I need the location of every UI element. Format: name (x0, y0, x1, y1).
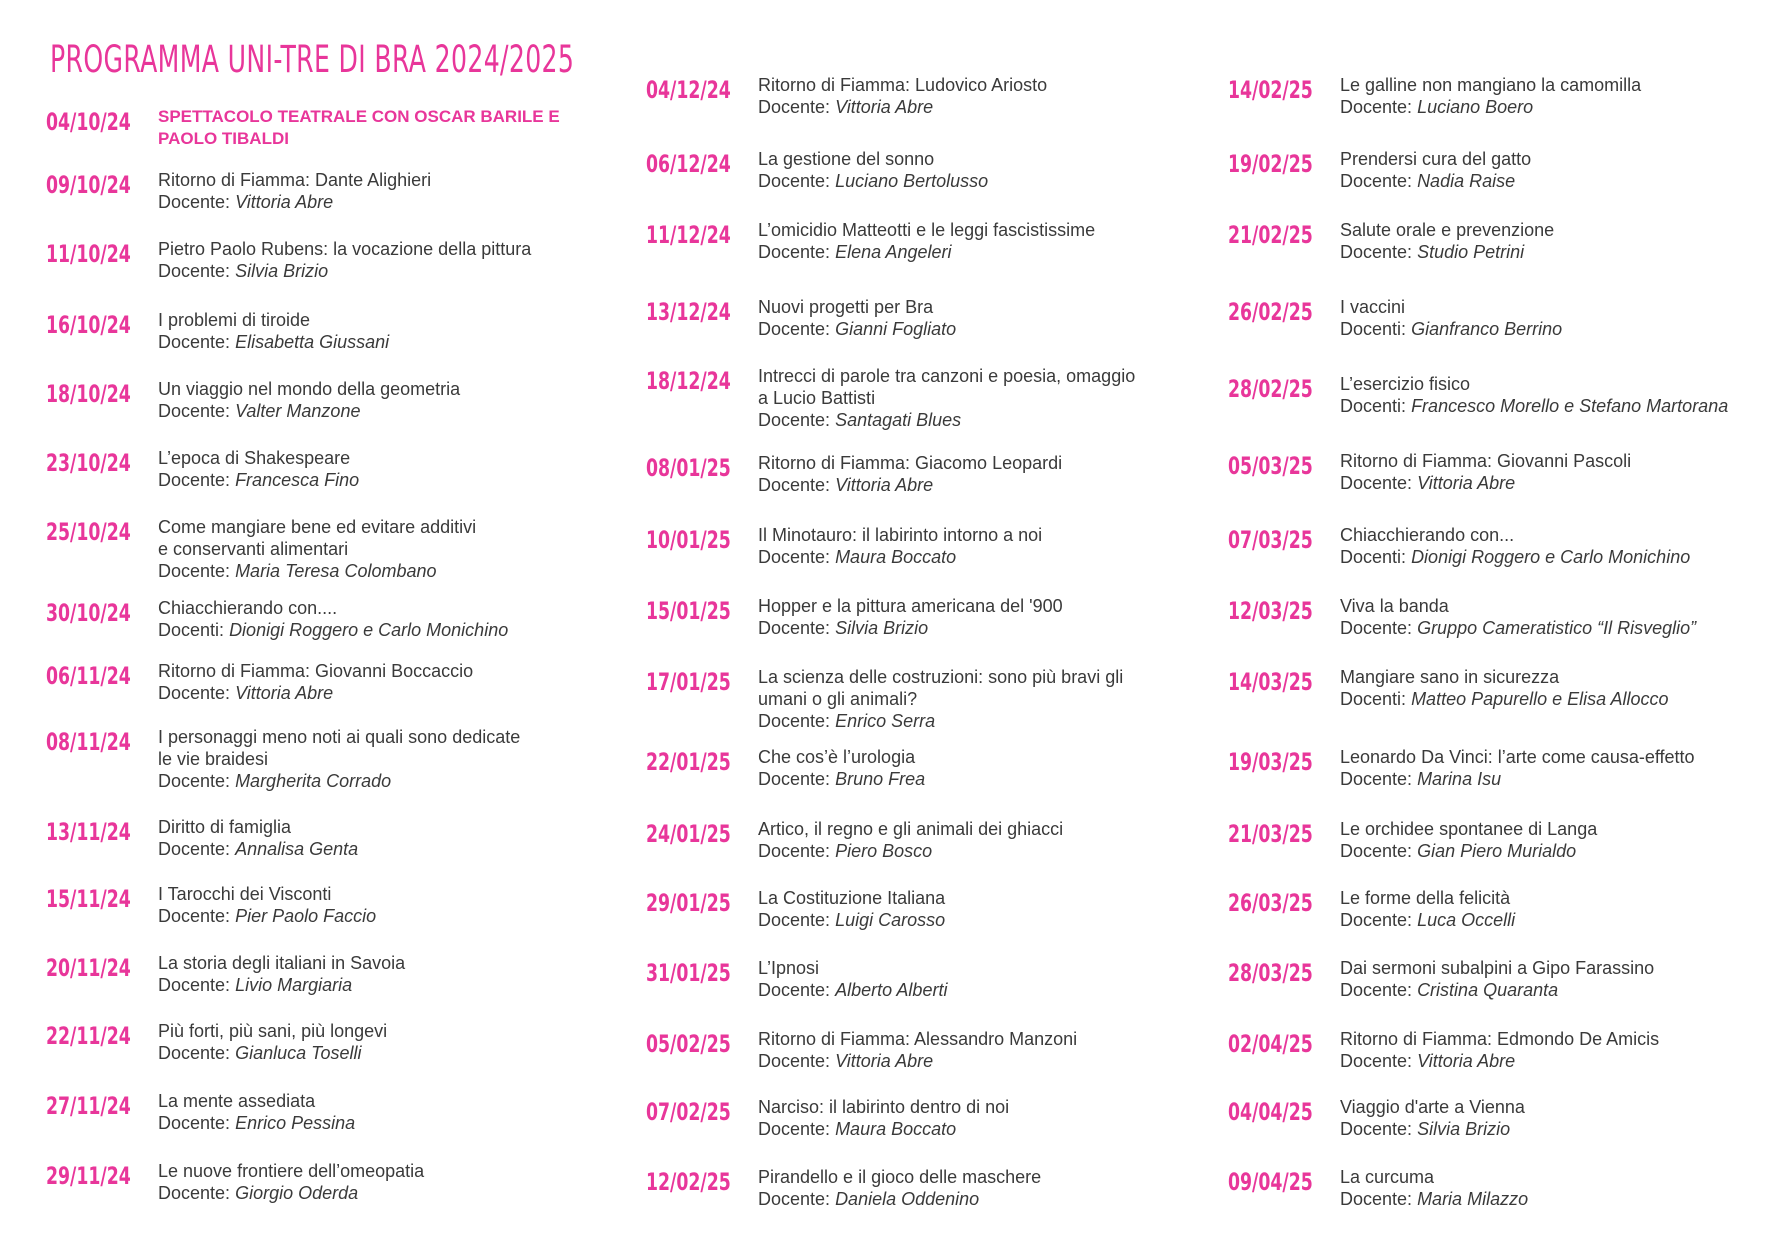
entry-details (758, 818, 1218, 862)
lecture-title: Ritorno di Fiamma: Giacomo Leopardi (758, 453, 1063, 473)
entry-details (1340, 666, 1766, 710)
teacher-name: Dionigi Roggero e Carlo Monichino (229, 620, 509, 640)
teacher-label: Docenti: (1340, 547, 1407, 567)
teacher-label: Docenti: (158, 620, 225, 640)
lecture-title: La scienza delle costruzioni: sono più bravi gli (758, 667, 1124, 687)
teacher-line (1340, 472, 1766, 494)
entry-date: 07/02/25 (646, 1098, 731, 1126)
entry-details (758, 957, 1218, 1001)
teacher-name: Vittoria Abre (835, 475, 934, 495)
teacher-name: Elena Angeleri (835, 242, 952, 262)
teacher-name: Vittoria Abre (835, 1051, 934, 1071)
entry-date: 10/01/25 (646, 526, 731, 554)
teacher-label: Docente: (158, 332, 231, 352)
lecture-title: I personaggi meno noti ai quali sono dedicate (158, 727, 521, 747)
lecture-title: Salute orale e prevenzione (1340, 220, 1555, 240)
teacher-line (158, 905, 618, 927)
lecture-title: L’Ipnosi (758, 958, 820, 978)
entry-date: 08/01/25 (646, 454, 731, 482)
lecture-title: Pietro Paolo Rubens: la vocazione della pittura (158, 239, 532, 259)
lecture-title: Come mangiare bene ed evitare additivi (158, 517, 477, 537)
teacher-name: Matteo Papurello e Elisa Allocco (1411, 689, 1669, 709)
teacher-label: Docente: (758, 319, 831, 339)
entry-details (158, 1160, 618, 1204)
teacher-label: Docente: (1340, 618, 1413, 638)
entry-date: 02/04/25 (1228, 1030, 1313, 1058)
entry-date: 06/11/24 (46, 662, 131, 690)
teacher-name: Gruppo Cameratistico “Il Risveglio” (1417, 618, 1697, 638)
entry-date: 24/01/25 (646, 820, 731, 848)
teacher-name: Vittoria Abre (235, 192, 334, 212)
entry-date: 04/10/24 (46, 108, 131, 136)
entry-date: 28/02/25 (1228, 375, 1313, 403)
teacher-name: Luca Occelli (1417, 910, 1516, 930)
entry-details (158, 1090, 618, 1134)
entry-date: 26/03/25 (1228, 889, 1313, 917)
lecture-title: Ritorno di Fiamma: Ludovico Ariosto (758, 75, 1048, 95)
teacher-name: Valter Manzone (235, 401, 361, 421)
entry-details (758, 1028, 1218, 1072)
teacher-name: Daniela Oddenino (835, 1189, 980, 1209)
lecture-title: I vaccini (1340, 297, 1406, 317)
teacher-label: Docente: (158, 192, 231, 212)
entry-details (1340, 524, 1766, 568)
lecture-title: Chiacchierando con... (1340, 525, 1515, 545)
lecture-title: Ritorno di Fiamma: Giovanni Pascoli (1340, 451, 1632, 471)
teacher-name: Enrico Pessina (235, 1113, 356, 1133)
teacher-line (1340, 1050, 1766, 1072)
teacher-name: Francesca Fino (235, 470, 360, 490)
entry-details (1340, 296, 1766, 340)
entry-details (158, 1020, 618, 1064)
lecture-title: e conservanti alimentari (158, 539, 349, 559)
lecture-title: Le galline non mangiano la camomilla (1340, 75, 1642, 95)
entry-details (1340, 373, 1766, 417)
entry-details (1340, 74, 1766, 118)
entry-details (758, 595, 1218, 639)
entry-details (158, 238, 618, 282)
entry-details (758, 666, 1218, 732)
teacher-line (1340, 909, 1766, 931)
teacher-line (1340, 170, 1766, 192)
event-title: SPETTACOLO TEATRALE CON OSCAR BARILE E (158, 107, 560, 126)
entry-details (158, 597, 618, 641)
entry-date: 22/01/25 (646, 748, 731, 776)
entry-details (158, 309, 618, 353)
entry-date: 30/10/24 (46, 599, 131, 627)
teacher-line (158, 560, 618, 582)
teacher-label: Docente: (758, 547, 831, 567)
teacher-line (758, 1188, 1218, 1210)
teacher-label: Docente: (758, 1189, 831, 1209)
teacher-line (158, 191, 618, 213)
teacher-line (158, 1112, 618, 1134)
teacher-name: Luigi Carosso (835, 910, 946, 930)
entry-details (758, 746, 1218, 790)
lecture-title: La mente assediata (158, 1091, 316, 1111)
teacher-label: Docente: (758, 97, 831, 117)
teacher-name: Gianni Fogliato (835, 319, 957, 339)
entry-date: 31/01/25 (646, 959, 731, 987)
teacher-label: Docente: (758, 475, 831, 495)
lecture-title: Leonardo Da Vinci: l’arte come causa-effetto (1340, 747, 1695, 767)
teacher-line (1340, 96, 1766, 118)
entry-details (158, 516, 618, 582)
teacher-line (1340, 1118, 1766, 1140)
teacher-label: Docente: (158, 470, 231, 490)
entry-details (1340, 746, 1766, 790)
lecture-title: L’esercizio fisico (1340, 374, 1471, 394)
entry-details (158, 447, 618, 491)
teacher-label: Docente: (1340, 769, 1413, 789)
teacher-label: Docente: (158, 683, 231, 703)
lecture-title: Viva la banda (1340, 596, 1449, 616)
teacher-label: Docente: (1340, 980, 1413, 1000)
entry-date: 14/03/25 (1228, 668, 1313, 696)
teacher-name: Cristina Quaranta (1417, 980, 1559, 1000)
entry-date: 20/11/24 (46, 954, 131, 982)
teacher-label: Docente: (158, 1043, 231, 1063)
teacher-line (1340, 979, 1766, 1001)
entry-details (158, 883, 618, 927)
entry-details (758, 1166, 1218, 1210)
entry-date: 17/01/25 (646, 668, 731, 696)
entry-date: 21/03/25 (1228, 820, 1313, 848)
teacher-label: Docente: (1340, 1189, 1413, 1209)
entry-details (758, 365, 1218, 431)
lecture-title: Chiacchierando con.... (158, 598, 338, 618)
event-title: PAOLO TIBALDI (158, 129, 289, 148)
entry-details (158, 816, 618, 860)
entry-details (758, 524, 1218, 568)
entry-date: 07/03/25 (1228, 526, 1313, 554)
teacher-label: Docente: (158, 906, 231, 926)
teacher-line (758, 318, 1218, 340)
entry-date: 09/04/25 (1228, 1168, 1313, 1196)
teacher-line (758, 840, 1218, 862)
lecture-title: I problemi di tiroide (158, 310, 311, 330)
teacher-line (1340, 318, 1766, 340)
entry-date: 19/02/25 (1228, 150, 1313, 178)
entry-details (758, 219, 1218, 263)
teacher-line (758, 474, 1218, 496)
teacher-label: Docente: (758, 1051, 831, 1071)
lecture-title: Nuovi progetti per Bra (758, 297, 934, 317)
teacher-name: Maura Boccato (835, 1119, 957, 1139)
teacher-label: Docente: (158, 1113, 231, 1133)
entry-details (758, 296, 1218, 340)
lecture-title: Le nuove frontiere dell’omeopatia (158, 1161, 425, 1181)
teacher-label: Docente: (758, 769, 831, 789)
teacher-name: Livio Margiaria (235, 975, 353, 995)
teacher-line (158, 1182, 618, 1204)
entry-date: 29/11/24 (46, 1162, 131, 1190)
teacher-line (158, 770, 618, 792)
entry-details (758, 74, 1218, 118)
entry-date: 13/12/24 (646, 298, 731, 326)
entry-date: 04/04/25 (1228, 1098, 1313, 1126)
entry-details (758, 1096, 1218, 1140)
teacher-line (1340, 840, 1766, 862)
teacher-name: Bruno Frea (835, 769, 926, 789)
teacher-label: Docente: (158, 839, 231, 859)
teacher-name: Maria Teresa Colombano (235, 561, 437, 581)
teacher-line (1340, 546, 1766, 568)
entry-details (158, 660, 618, 704)
entry-details (1340, 450, 1766, 494)
teacher-label: Docente: (158, 261, 231, 281)
entry-date: 13/11/24 (46, 818, 131, 846)
teacher-label: Docente: (1340, 242, 1413, 262)
teacher-name: Gianluca Toselli (235, 1043, 362, 1063)
lecture-title: Ritorno di Fiamma: Dante Alighieri (158, 170, 432, 190)
lecture-title: Che cos’è l’urologia (758, 747, 916, 767)
entry-details (1340, 887, 1766, 931)
lecture-title: Ritorno di Fiamma: Giovanni Boccaccio (158, 661, 474, 681)
page-title: PROGRAMMA UNI-TRE DI BRA 2024/2025 (50, 38, 575, 81)
entry-details (758, 452, 1218, 496)
teacher-name: Silvia Brizio (835, 618, 929, 638)
entry-details (158, 726, 618, 792)
teacher-name: Studio Petrini (1417, 242, 1525, 262)
teacher-label: Docente: (1340, 171, 1413, 191)
lecture-title: Intrecci di parole tra canzoni e poesia, omaggio (758, 366, 1136, 386)
teacher-name: Francesco Morello e Stefano Martorana (1411, 396, 1729, 416)
teacher-name: Giorgio Oderda (235, 1183, 359, 1203)
entry-details (1340, 148, 1766, 192)
teacher-line (158, 400, 618, 422)
entry-date: 14/02/25 (1228, 76, 1313, 104)
teacher-label: Docente: (758, 711, 831, 731)
entry-date: 16/10/24 (46, 311, 131, 339)
lecture-title: Mangiare sano in sicurezza (1340, 667, 1560, 687)
entry-details (1340, 1028, 1766, 1072)
entry-date: 29/01/25 (646, 889, 731, 917)
teacher-line (758, 546, 1218, 568)
teacher-name: Vittoria Abre (1417, 473, 1516, 493)
teacher-label: Docente: (1340, 1119, 1413, 1139)
lecture-title: le vie braidesi (158, 749, 269, 769)
lecture-title: Viaggio d'arte a Vienna (1340, 1097, 1525, 1117)
lecture-title: Narciso: il labirinto dentro di noi (758, 1097, 1010, 1117)
entry-date: 15/01/25 (646, 597, 731, 625)
entry-details (1340, 219, 1766, 263)
teacher-name: Silvia Brizio (235, 261, 329, 281)
lecture-title: La gestione del sonno (758, 149, 935, 169)
teacher-name: Margherita Corrado (235, 771, 392, 791)
teacher-line (158, 838, 618, 860)
teacher-name: Silvia Brizio (1417, 1119, 1511, 1139)
entry-date: 22/11/24 (46, 1022, 131, 1050)
teacher-line (758, 710, 1218, 732)
teacher-line (158, 974, 618, 996)
entry-date: 04/12/24 (646, 76, 731, 104)
entry-date: 23/10/24 (46, 449, 131, 477)
teacher-name: Alberto Alberti (835, 980, 948, 1000)
teacher-label: Docente: (758, 910, 831, 930)
teacher-label: Docente: (1340, 910, 1413, 930)
teacher-line (758, 96, 1218, 118)
entry-date: 27/11/24 (46, 1092, 131, 1120)
teacher-line (1340, 688, 1766, 710)
entry-details (158, 106, 618, 150)
teacher-label: Docente: (1340, 841, 1413, 861)
teacher-label: Docente: (1340, 473, 1413, 493)
entry-date: 05/02/25 (646, 1030, 731, 1058)
teacher-name: Vittoria Abre (235, 683, 334, 703)
teacher-line (158, 619, 618, 641)
teacher-name: Luciano Bertolusso (835, 171, 989, 191)
teacher-name: Pier Paolo Faccio (235, 906, 377, 926)
teacher-line (158, 331, 618, 353)
teacher-label: Docente: (1340, 1051, 1413, 1071)
teacher-label: Docente: (158, 771, 231, 791)
entry-details (1340, 818, 1766, 862)
teacher-name: Luciano Boero (1417, 97, 1534, 117)
entry-date: 06/12/24 (646, 150, 731, 178)
teacher-name: Santagati Blues (835, 410, 962, 430)
entry-date: 21/02/25 (1228, 221, 1313, 249)
teacher-line (1340, 617, 1766, 639)
entry-details (1340, 957, 1766, 1001)
teacher-line (158, 682, 618, 704)
lecture-title: umani o gli animali? (758, 689, 918, 709)
entry-details (158, 378, 618, 422)
lecture-title: La curcuma (1340, 1167, 1435, 1187)
entry-details (1340, 1096, 1766, 1140)
entry-date: 28/03/25 (1228, 959, 1313, 987)
lecture-title: Artico, il regno e gli animali dei ghiacci (758, 819, 1064, 839)
entry-date: 09/10/24 (46, 171, 131, 199)
teacher-line (758, 768, 1218, 790)
teacher-label: Docenti: (1340, 319, 1407, 339)
teacher-label: Docente: (758, 410, 831, 430)
teacher-label: Docente: (758, 618, 831, 638)
entry-date: 18/10/24 (46, 380, 131, 408)
lecture-title: L’omicidio Matteotti e le leggi fascistissime (758, 220, 1096, 240)
lecture-title: Ritorno di Fiamma: Edmondo De Amicis (1340, 1029, 1660, 1049)
teacher-line (758, 1118, 1218, 1140)
teacher-name: Piero Bosco (835, 841, 933, 861)
teacher-label: Docente: (758, 841, 831, 861)
lecture-title: Pirandello e il gioco delle maschere (758, 1167, 1042, 1187)
entry-details (1340, 595, 1766, 639)
lecture-title: La storia degli italiani in Savoia (158, 953, 406, 973)
teacher-name: Vittoria Abre (1417, 1051, 1516, 1071)
teacher-label: Docente: (758, 1119, 831, 1139)
teacher-name: Marina Isu (1417, 769, 1502, 789)
teacher-name: Maria Milazzo (1417, 1189, 1529, 1209)
teacher-line (1340, 1188, 1766, 1210)
entry-date: 15/11/24 (46, 885, 131, 913)
teacher-name: Dionigi Roggero e Carlo Monichino (1411, 547, 1691, 567)
teacher-label: Docente: (158, 561, 231, 581)
lecture-title: Prendersi cura del gatto (1340, 149, 1532, 169)
teacher-line (758, 409, 1218, 431)
lecture-title: Le forme della felicità (1340, 888, 1511, 908)
teacher-line (758, 617, 1218, 639)
teacher-label: Docente: (758, 980, 831, 1000)
teacher-name: Annalisa Genta (235, 839, 359, 859)
teacher-line (158, 260, 618, 282)
lecture-title: Diritto di famiglia (158, 817, 292, 837)
teacher-label: Docente: (1340, 97, 1413, 117)
teacher-name: Nadia Raise (1417, 171, 1516, 191)
entry-details (758, 148, 1218, 192)
teacher-line (758, 241, 1218, 263)
lecture-title: Le orchidee spontanee di Langa (1340, 819, 1598, 839)
teacher-label: Docente: (158, 1183, 231, 1203)
teacher-line (1340, 768, 1766, 790)
lecture-title: La Costituzione Italiana (758, 888, 946, 908)
entry-date: 11/10/24 (46, 240, 131, 268)
teacher-name: Enrico Serra (835, 711, 936, 731)
teacher-name: Elisabetta Giussani (235, 332, 390, 352)
teacher-label: Docente: (158, 975, 231, 995)
lecture-title: Ritorno di Fiamma: Alessandro Manzoni (758, 1029, 1078, 1049)
entry-date: 05/03/25 (1228, 452, 1313, 480)
lecture-title: L’epoca di Shakespeare (158, 448, 351, 468)
teacher-label: Docente: (158, 401, 231, 421)
teacher-line (758, 909, 1218, 931)
teacher-line (158, 1042, 618, 1064)
teacher-label: Docente: (758, 171, 831, 191)
teacher-line (758, 170, 1218, 192)
teacher-name: Gian Piero Murialdo (1417, 841, 1577, 861)
teacher-line (1340, 241, 1766, 263)
entry-date: 26/02/25 (1228, 298, 1313, 326)
entry-details (158, 952, 618, 996)
lecture-title: a Lucio Battisti (758, 388, 876, 408)
entry-date: 11/12/24 (646, 221, 731, 249)
teacher-name: Vittoria Abre (835, 97, 934, 117)
teacher-line (1340, 395, 1766, 417)
entry-date: 12/03/25 (1228, 597, 1313, 625)
lecture-title: Più forti, più sani, più longevi (158, 1021, 388, 1041)
lecture-title: I Tarocchi dei Visconti (158, 884, 332, 904)
entry-date: 18/12/24 (646, 367, 731, 395)
teacher-line (758, 1050, 1218, 1072)
teacher-label: Docenti: (1340, 396, 1407, 416)
entry-date: 12/02/25 (646, 1168, 731, 1196)
teacher-name: Gianfranco Berrino (1411, 319, 1563, 339)
lecture-title: Il Minotauro: il labirinto intorno a noi (758, 525, 1043, 545)
teacher-label: Docente: (758, 242, 831, 262)
entry-date: 08/11/24 (46, 728, 131, 756)
entry-details (758, 887, 1218, 931)
lecture-title: Hopper e la pittura americana del '900 (758, 596, 1063, 616)
teacher-line (158, 469, 618, 491)
entry-date: 25/10/24 (46, 518, 131, 546)
entry-date: 19/03/25 (1228, 748, 1313, 776)
teacher-line (758, 979, 1218, 1001)
entry-details (1340, 1166, 1766, 1210)
lecture-title: Un viaggio nel mondo della geometria (158, 379, 461, 399)
lecture-title: Dai sermoni subalpini a Gipo Farassino (1340, 958, 1655, 978)
teacher-label: Docenti: (1340, 689, 1407, 709)
teacher-name: Maura Boccato (835, 547, 957, 567)
entry-details (158, 169, 618, 213)
